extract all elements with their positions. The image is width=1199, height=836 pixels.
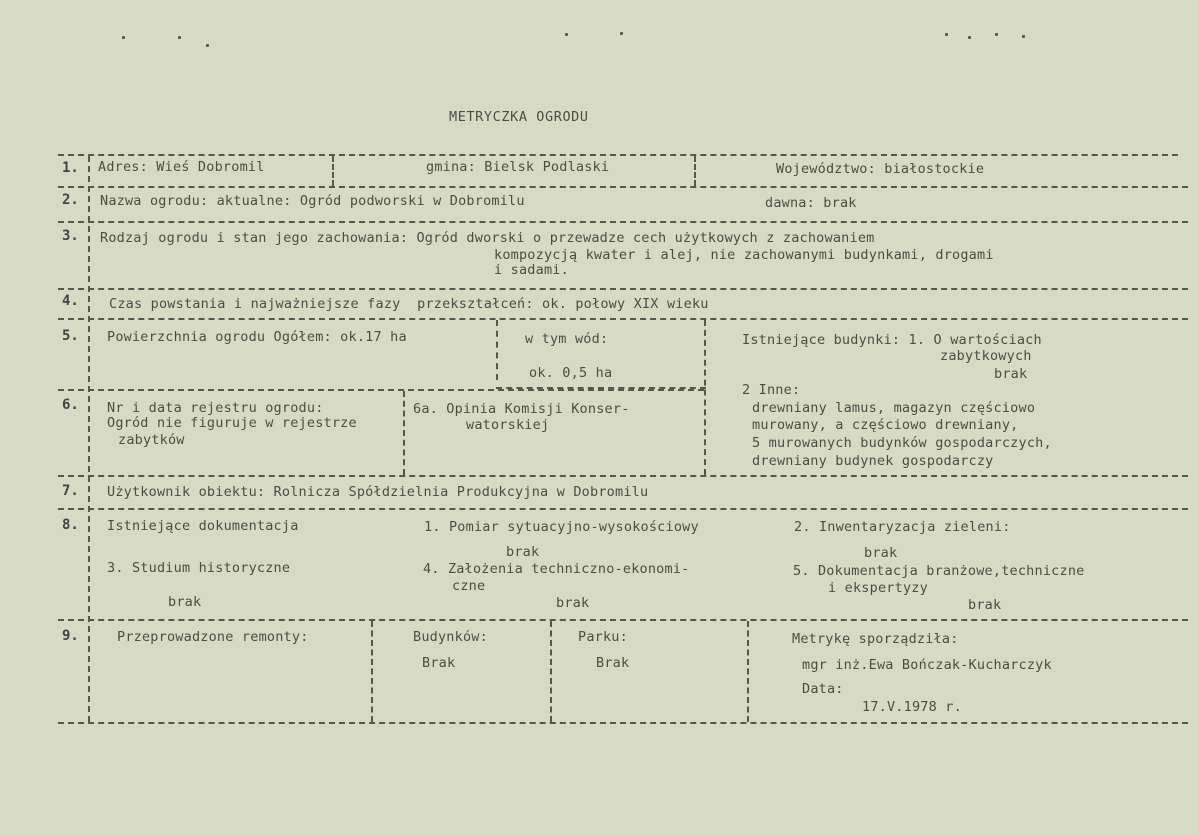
voivodeship-field: Województwo: białostockie [776, 161, 985, 177]
table-rule [88, 156, 90, 722]
buildings-line: murowany, a częściowo drewniany, [752, 417, 1019, 433]
document-title: METRYCZKA OGRODU [449, 109, 589, 125]
register-line: zabytków [118, 432, 185, 448]
table-rule [58, 288, 1188, 290]
garden-name-field: Nazwa ogrodu: aktualne: Ogród podworski w Dobromilu [100, 193, 525, 209]
table-rule [58, 619, 1188, 621]
row-number: 3. [62, 228, 79, 244]
table-rule [58, 318, 1188, 320]
documentation-item: czne [452, 578, 486, 594]
documentation-value: brak [506, 544, 540, 560]
scan-speck [1022, 35, 1025, 38]
documentation-label: Istniejące dokumentacja [107, 518, 299, 534]
documentation-item: 2. Inwentaryzacja zieleni: [794, 519, 1011, 535]
user-field: Użytkownik obiektu: Rolnicza Spółdzielnia Produkcyjna w Dobromilu [107, 484, 649, 500]
renovations-label: Przeprowadzone remonty: [117, 629, 309, 645]
table-rule [58, 154, 1178, 156]
water-value: ok. 0,5 ha [529, 365, 613, 381]
buildings-line: drewniany lamus, magazyn częściowo [752, 400, 1036, 416]
documentation-item: 4. Założenia techniczno-ekonomi- [423, 561, 690, 577]
date-value: 17.V.1978 r. [862, 699, 962, 715]
table-rule [58, 186, 1188, 188]
renovations-park-label: Parku: [578, 629, 628, 645]
scan-speck [206, 44, 209, 47]
origin-period-field: Czas powstania i najważniejsze fazy przekształceń: ok. połowy XIX wieku [109, 296, 709, 312]
water-label: w tym wód: [525, 331, 609, 347]
table-rule [550, 621, 552, 722]
row-number: 1. [62, 160, 79, 176]
renovations-buildings-label: Budynków: [413, 629, 488, 645]
area-field: Powierzchnia ogrodu Ogółem: ok.17 ha [107, 329, 407, 345]
former-name-field: dawna: brak [765, 195, 857, 211]
buildings-label: Istniejące budynki: 1. O wartościach [742, 332, 1042, 348]
table-rule [403, 391, 405, 475]
scan-speck [565, 33, 568, 36]
scan-speck [178, 36, 181, 39]
row-number: 5. [62, 328, 79, 344]
row-number: 2. [62, 192, 79, 208]
row-number: 7. [62, 483, 79, 499]
row-number: 6. [62, 397, 79, 413]
table-rule [704, 320, 706, 475]
buildings-line: zabytkowych [940, 348, 1032, 364]
address-field: Adres: Wieś Dobromil [98, 159, 265, 175]
commission-opinion: 6a. Opinia Komisji Konser- [413, 401, 630, 417]
documentation-item: i ekspertyzy [828, 580, 928, 596]
garden-type-line: kompozycją kwater i alej, nie zachowanymi budynkami, drogami [494, 247, 994, 263]
gmina-field: gmina: Bielsk Podlaski [426, 159, 610, 175]
renovations-park-value: Brak [596, 655, 630, 671]
table-rule [496, 320, 498, 380]
author-name: mgr inż.Ewa Bończak-Kucharczyk [802, 657, 1052, 673]
scan-speck [122, 36, 125, 39]
buildings-line: 5 murowanych budynków gospodarczych, [752, 435, 1052, 451]
table-rule [58, 475, 1188, 477]
buildings-line: brak [994, 366, 1028, 382]
buildings-line: drewniany budynek gospodarczy [752, 453, 994, 469]
author-label: Metrykę sporządziła: [792, 631, 959, 647]
row-number: 4. [62, 293, 79, 309]
table-rule [694, 156, 696, 186]
documentation-item: 3. Studium historyczne [107, 560, 291, 576]
documentation-value: brak [168, 594, 202, 610]
documentation-value: brak [556, 595, 590, 611]
date-label: Data: [802, 681, 844, 697]
commission-opinion: watorskiej [466, 417, 550, 433]
table-rule [747, 621, 749, 722]
buildings-line: 2 Inne: [742, 382, 801, 398]
documentation-value: brak [864, 545, 898, 561]
scan-speck [995, 33, 998, 36]
garden-type-line: i sadami. [494, 262, 569, 278]
row-number: 8. [62, 517, 79, 533]
row-number: 9. [62, 628, 79, 644]
documentation-item: 1. Pomiar sytuacyjno-wysokościowy [424, 519, 699, 535]
garden-type-line: Rodzaj ogrodu i stan jego zachowania: Ogród dworski o przewadze cech użytkowych z zachowaniem [100, 230, 875, 246]
table-rule [58, 389, 704, 391]
register-line: Ogród nie figuruje w rejestrze [107, 415, 357, 431]
renovations-buildings-value: Brak [422, 655, 456, 671]
scan-speck [945, 33, 948, 36]
documentation-value: brak [968, 597, 1002, 613]
scan-speck [620, 32, 623, 35]
table-rule [371, 621, 373, 722]
table-rule [332, 156, 334, 186]
table-rule [58, 508, 1188, 510]
register-line: Nr i data rejestru ogrodu: [107, 400, 324, 416]
table-rule [58, 722, 1188, 724]
table-rule [58, 221, 1188, 223]
scan-speck [968, 36, 971, 39]
documentation-item: 5. Dokumentacja branżowe,techniczne [793, 563, 1085, 579]
